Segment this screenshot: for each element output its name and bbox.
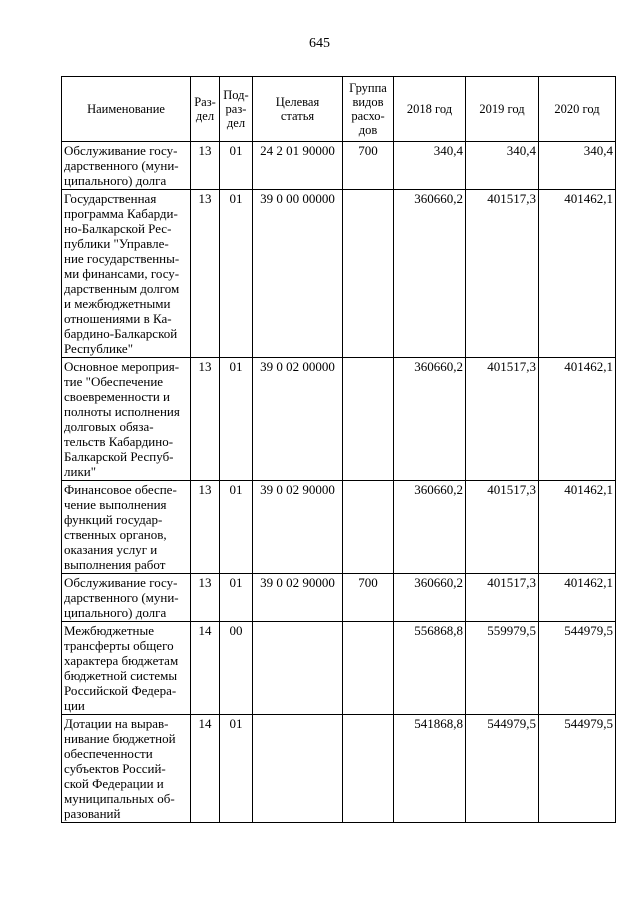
cell-target: 39 0 02 90000 xyxy=(253,574,343,622)
cell-group xyxy=(343,481,394,574)
table-row xyxy=(62,142,616,190)
header-2019: 2019 год xyxy=(466,77,539,142)
cell-group xyxy=(343,358,394,481)
cell-name: Финансовое обеспе- чение выполнения функций государ- ственных органов, оказания услуг и выполнения работ xyxy=(62,481,191,574)
cell-2020: 544979,5 xyxy=(539,715,616,823)
cell-target xyxy=(253,622,343,715)
header-name: Наименование xyxy=(62,77,191,142)
cell-name: Обслуживание госу- дарственного (муни- ципального) долга xyxy=(62,142,191,190)
header-group: Группа видов расхо- дов xyxy=(343,77,394,142)
cell-2020: 401462,1 xyxy=(539,574,616,622)
table-row xyxy=(62,481,616,574)
page-number: 645 xyxy=(309,36,330,51)
cell-2019: 401517,3 xyxy=(466,574,539,622)
header-section: Раз- дел xyxy=(191,77,220,142)
header-target: Целевая статья xyxy=(253,77,343,142)
cell-subsection: 00 xyxy=(220,622,253,715)
cell-2019: 401517,3 xyxy=(466,190,539,358)
cell-subsection: 01 xyxy=(220,574,253,622)
cell-group: 700 xyxy=(343,574,394,622)
cell-section: 13 xyxy=(191,358,220,481)
table-row xyxy=(62,190,616,358)
cell-group xyxy=(343,715,394,823)
cell-target: 24 2 01 90000 xyxy=(253,142,343,190)
cell-target: 39 0 02 00000 xyxy=(253,358,343,481)
cell-2020: 401462,1 xyxy=(539,481,616,574)
table-row xyxy=(62,358,616,481)
cell-section: 13 xyxy=(191,142,220,190)
header-subsection: Под- раз- дел xyxy=(220,77,253,142)
cell-section: 14 xyxy=(191,715,220,823)
cell-name: Основное мероприя- тие "Обеспечение своевременности и полноты исполнения долговых обяза- тельств Кабардино- Балкарской Респуб- лики" xyxy=(62,358,191,481)
cell-2018: 360660,2 xyxy=(394,574,466,622)
cell-2019: 559979,5 xyxy=(466,622,539,715)
cell-section: 13 xyxy=(191,190,220,358)
cell-2020: 340,4 xyxy=(539,142,616,190)
cell-target: 39 0 00 00000 xyxy=(253,190,343,358)
cell-target xyxy=(253,715,343,823)
cell-name: Дотации на вырав- нивание бюджетной обеспеченности субъектов Россий- ской Федерации и муниципальных об- разований xyxy=(62,715,191,823)
cell-subsection: 01 xyxy=(220,190,253,358)
cell-2019: 340,4 xyxy=(466,142,539,190)
cell-subsection: 01 xyxy=(220,481,253,574)
header-2020: 2020 год xyxy=(539,77,616,142)
cell-2018: 541868,8 xyxy=(394,715,466,823)
cell-subsection: 01 xyxy=(220,715,253,823)
cell-section: 13 xyxy=(191,574,220,622)
table-row xyxy=(62,715,616,823)
cell-name: Государственная программа Кабарди- но-Балкарской Рес- публики "Управле- ние государственны- ми финансами, госу- дарственным долгом и межбюджетными отношениями в Ка- бардино-Балкарской Республике" xyxy=(62,190,191,358)
cell-2020: 544979,5 xyxy=(539,622,616,715)
cell-2018: 360660,2 xyxy=(394,358,466,481)
cell-target: 39 0 02 90000 xyxy=(253,481,343,574)
cell-2019: 401517,3 xyxy=(466,481,539,574)
cell-group xyxy=(343,622,394,715)
cell-name: Обслуживание госу- дарственного (муни- ципального) долга xyxy=(62,574,191,622)
cell-group xyxy=(343,190,394,358)
cell-2020: 401462,1 xyxy=(539,190,616,358)
cell-2018: 360660,2 xyxy=(394,481,466,574)
cell-2018: 360660,2 xyxy=(394,190,466,358)
budget-table xyxy=(61,76,616,823)
cell-2019: 401517,3 xyxy=(466,358,539,481)
cell-2018: 556868,8 xyxy=(394,622,466,715)
cell-2020: 401462,1 xyxy=(539,358,616,481)
cell-subsection: 01 xyxy=(220,358,253,481)
table-header-row xyxy=(62,77,616,142)
cell-section: 14 xyxy=(191,622,220,715)
header-2018: 2018 год xyxy=(394,77,466,142)
table-row xyxy=(62,622,616,715)
table-row xyxy=(62,574,616,622)
cell-name: Межбюджетные трансферты общего характера бюджетам бюджетной системы Российской Федера- ции xyxy=(62,622,191,715)
cell-section: 13 xyxy=(191,481,220,574)
cell-subsection: 01 xyxy=(220,142,253,190)
cell-group: 700 xyxy=(343,142,394,190)
cell-2019: 544979,5 xyxy=(466,715,539,823)
cell-2018: 340,4 xyxy=(394,142,466,190)
